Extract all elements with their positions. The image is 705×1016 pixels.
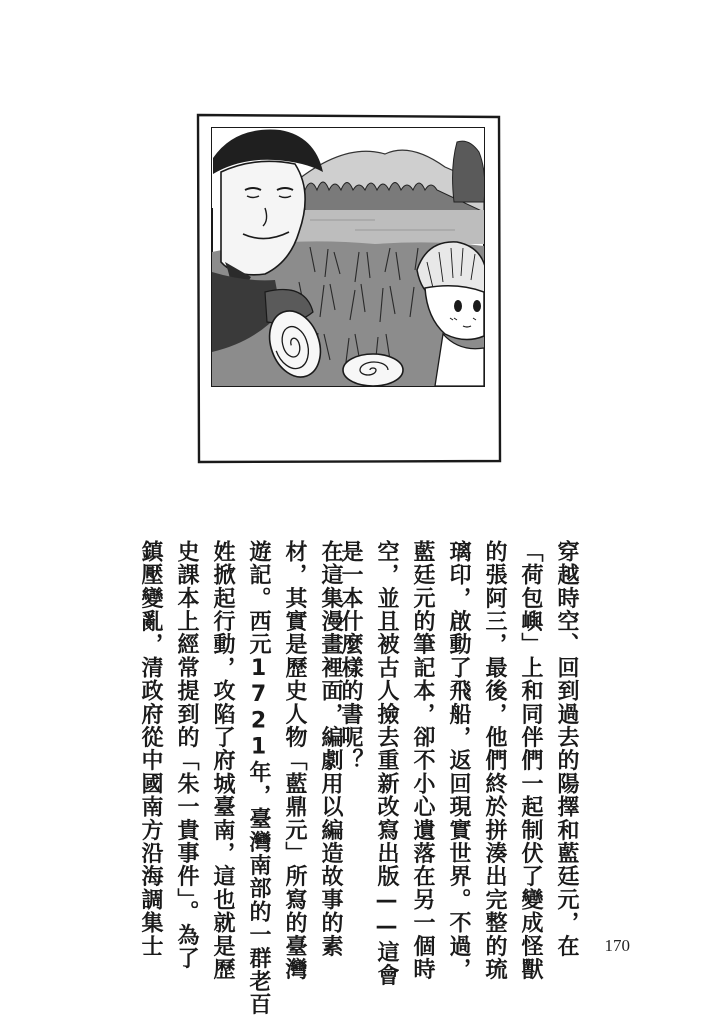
- paragraph-1-line: 是一本什麼樣的書呢？: [338, 540, 363, 772]
- paragraph-2-line: 鎮壓變亂，清政府從中國南方沿海調集士: [138, 540, 163, 958]
- paragraph-1: [338, 540, 584, 987]
- paragraph-1-line: 藍廷元的筆記本，卻不小心遺落在另一個時: [410, 540, 435, 981]
- spiral-cake-right: [343, 354, 403, 386]
- paragraph-2-line: 史課本上經常提到的「朱一貴事件」。為了: [174, 540, 199, 970]
- lake: [295, 210, 484, 244]
- paragraph-1-line: 「荷包嶼」上和同伴們一起制伏了變成怪獸: [518, 540, 543, 981]
- paragraph-1-line: 穿越時空、回到過去的陽擇和藍廷元，在: [554, 540, 579, 958]
- photo-frame-illustration: [195, 112, 503, 464]
- paragraph-2: [118, 540, 348, 1016]
- paragraph-2-line: 在這集漫畫裡面，編劇用以編造故事的素: [318, 540, 343, 958]
- paragraph-1-line: 空，並且被古人撿去重新改寫出版——這會: [374, 540, 399, 987]
- paragraph-1-line: 的張阿三，最後，他們終於拼湊出完整的琉: [482, 540, 507, 981]
- paragraph-1-line: 璃印，啟動了飛船，返回現實世界。不過，: [446, 540, 471, 981]
- page-number: 170: [604, 936, 630, 955]
- paragraph-2-line: 姓掀起行動，攻陷了府城臺南，這也就是歷: [210, 540, 235, 981]
- paragraph-2-line: 材，其實是歷史人物「藍鼎元」所寫的臺灣: [282, 540, 307, 981]
- paragraph-2-line: 遊記。西元1721年，臺灣南部的一群老百: [246, 540, 271, 1016]
- manga-panel-illustration: [195, 112, 503, 464]
